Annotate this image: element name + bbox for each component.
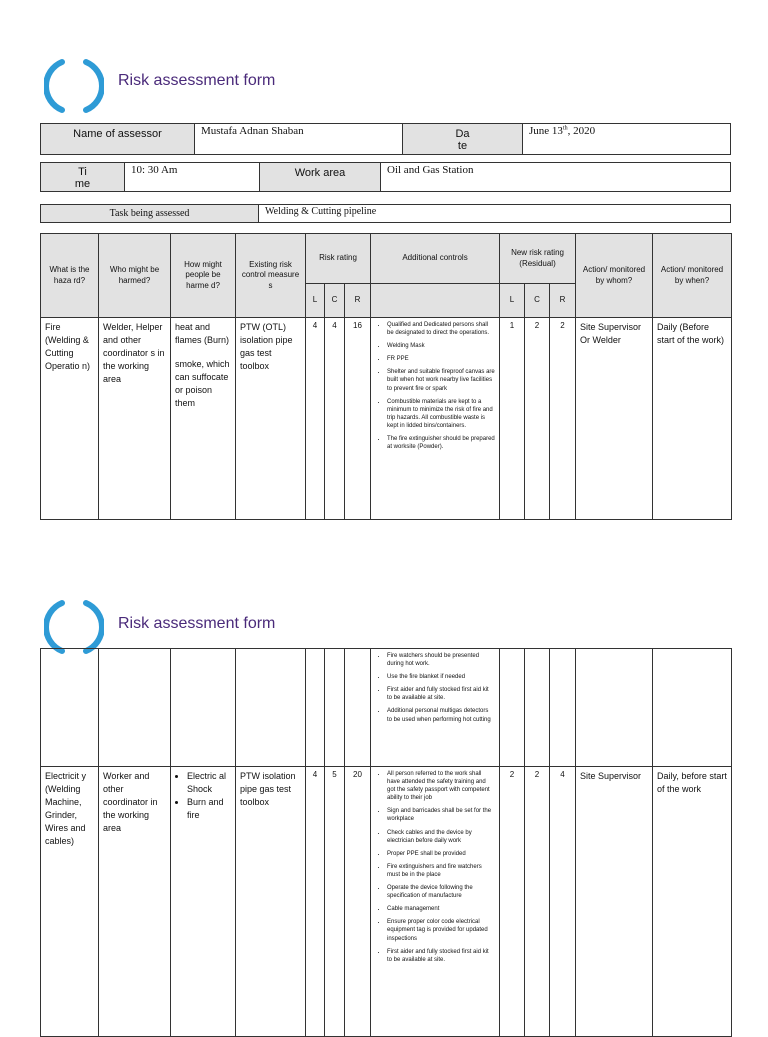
control-item: • Check cables and the device by electrician before daily work: [387, 829, 495, 845]
task-value: Welding & Cutting pipeline: [265, 206, 377, 217]
new-risk-r: 2: [550, 318, 576, 520]
logo-arc-icon: [44, 56, 104, 116]
risk-c: 4: [325, 318, 345, 520]
header-new-risk: New risk rating (Residual): [500, 234, 576, 284]
header-how: How might people be harme d?: [171, 234, 236, 318]
assessor-label: Name of assessor: [41, 124, 195, 154]
control-item: • All person referred to the work shall have attended the safety training and got the safety passport with competent ability to their job: [387, 770, 495, 802]
controls-cell: [371, 649, 500, 767]
new-risk-l: 1: [500, 318, 525, 520]
control-item: • Proper PPE shall be provided: [387, 850, 495, 858]
control-item: • Qualified and Dedicated persons shall be designated to direct the operations.: [387, 321, 495, 337]
table-row: [41, 318, 732, 520]
task-label: Task being assessed: [41, 205, 259, 222]
risk-l: 4: [306, 318, 325, 520]
controls-cell: [371, 318, 500, 520]
control-item: • First aider and fully stocked first aid kit to be available at site.: [387, 686, 495, 702]
control-item: • Fire watchers should be presented during hot work.: [387, 652, 495, 668]
existing-cell: PTW (OTL) isolation pipe gas test toolbox: [236, 318, 306, 520]
header-existing: Existing risk control measure s: [236, 234, 306, 318]
work-area-value: Oil and Gas Station: [387, 164, 474, 176]
action-whom-cell: Site Supervisor Or Welder: [576, 318, 653, 520]
header-additional: Additional controls: [371, 234, 500, 284]
header-row: [41, 234, 732, 284]
work-area-label: Work area: [260, 163, 381, 191]
risk-l: 4: [306, 767, 325, 1037]
control-item: • Fire extinguishers and fire watchers must be in the place: [387, 863, 495, 879]
task-row: [40, 204, 731, 223]
page-title: Risk assessment form: [118, 615, 276, 632]
control-item: • Additional personal multigas detectors to be used when performing hot cutting: [387, 707, 495, 723]
control-item: • The fire extinguisher should be prepared at worksite (Powder).: [387, 435, 495, 451]
header-additional-blank: [371, 284, 500, 318]
hazard-cell: Electricit y (Welding Machine, Grinder, Wires and cables): [41, 767, 99, 1037]
action-when-cell: Daily (Before start of the work): [653, 318, 732, 520]
control-item: • Combustible materials are kept to a minimum to minimize the risk of fire and trip hazards. All combustible waste is kept in lidded bins/containers.: [387, 398, 495, 430]
header-who: Who might be harmed?: [99, 234, 171, 318]
time-row: [40, 162, 731, 192]
date-label: Da te: [403, 124, 523, 154]
control-item: • Ensure proper color code electrical equipment tag is provided for updated inspections: [387, 918, 495, 942]
page-title: Risk assessment form: [118, 72, 276, 89]
time-label: Ti me: [41, 163, 125, 191]
existing-cell: PTW isolation pipe gas test toolbox: [236, 767, 306, 1037]
header-c: C: [325, 284, 345, 318]
header-action-whom: Action/ monitored by whom?: [576, 234, 653, 318]
control-item: • Sign and barricades shall be set for the workplace: [387, 807, 495, 823]
control-item: • Operate the device following the specification of manufacture: [387, 884, 495, 900]
control-item: • Shelter and suitable fireproof canvas are built when hot work nearby live facilities to prevent fire or spark: [387, 368, 495, 392]
header-new-l: L: [500, 284, 525, 318]
new-risk-c: 2: [525, 767, 550, 1037]
risk-r: 16: [345, 318, 371, 520]
header-new-c: C: [525, 284, 550, 318]
assessor-row: [40, 123, 731, 155]
hazard-cell: Fire (Welding & Cutting Operatio n): [41, 318, 99, 520]
control-item: • Cable management: [387, 905, 495, 913]
date-value: June 13th, 2020: [529, 125, 596, 137]
header-hazard: What is the haza rd?: [41, 234, 99, 318]
controls-cell: [371, 767, 500, 1037]
time-value: 10: 30 Am: [125, 163, 260, 191]
assessor-value: Mustafa Adnan Shaban: [195, 124, 403, 154]
how-cell: • Electric al Shock • Burn and fire: [171, 767, 236, 1037]
action-when-cell: Daily, before start of the work: [653, 767, 732, 1037]
risk-table-page2: [40, 648, 732, 1037]
header-l: L: [306, 284, 325, 318]
header-new-r: R: [550, 284, 576, 318]
risk-table-page1: [40, 233, 732, 520]
new-risk-r: 4: [550, 767, 576, 1037]
header-action-when: Action/ monitored by when?: [653, 234, 732, 318]
new-risk-l: 2: [500, 767, 525, 1037]
table-row: [41, 767, 732, 1037]
risk-r: 20: [345, 767, 371, 1037]
how-cell: heat and flames (Burn) smoke, which can suffocate or poison them: [171, 318, 236, 520]
table-row: [41, 649, 732, 767]
control-item: • Welding Mask: [387, 342, 495, 350]
header-r: R: [345, 284, 371, 318]
who-cell: Worker and other coordinator in the working area: [99, 767, 171, 1037]
control-item: • Use the fire blanket if needed: [387, 673, 495, 681]
new-risk-c: 2: [525, 318, 550, 520]
risk-c: 5: [325, 767, 345, 1037]
control-item: • First aider and fully stocked first aid kit to be available at site.: [387, 948, 495, 964]
header-risk-rating: Risk rating: [306, 234, 371, 284]
control-item: • FR PPE: [387, 355, 495, 363]
who-cell: Welder, Helper and other coordinator s in the working area: [99, 318, 171, 520]
action-whom-cell: Site Supervisor: [576, 767, 653, 1037]
